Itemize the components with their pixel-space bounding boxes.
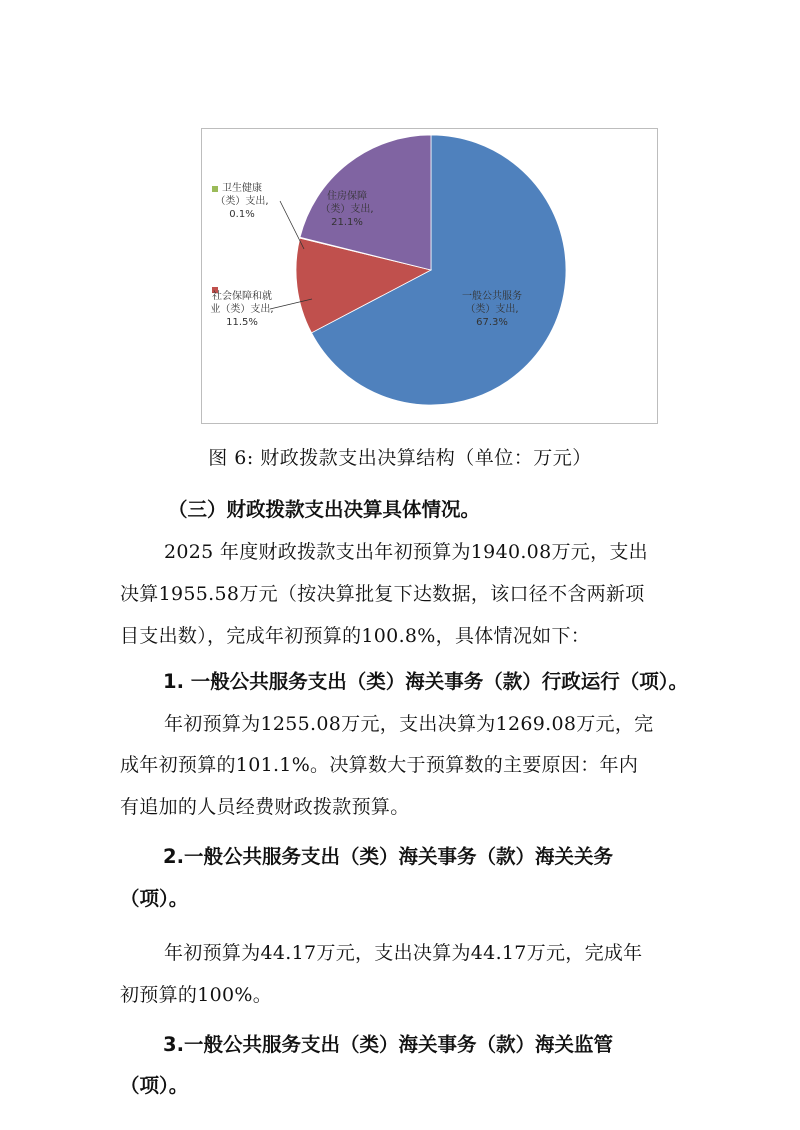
slice-label-2: 卫生健康（类）支出, 0.1% xyxy=(215,183,269,220)
slice-label-3: 住房保障（类）支出, 21.1% xyxy=(320,191,374,228)
pie-chart-svg xyxy=(202,129,659,425)
intro-line-2: 决算1955.58万元（按决算批复下达数据，该口径不含两新项 xyxy=(120,583,645,605)
item2-line-1: 年初预算为44.17万元，支出决算为44.17万元，完成年 xyxy=(164,942,643,964)
item1-line-1: 年初预算为1255.08万元，支出决算为1269.08万元，完 xyxy=(164,713,654,735)
item1-heading: 1. 一般公共服务支出（类）海关事务（款）行政运行（项）。 xyxy=(163,670,689,693)
chart-caption: 图 6: 财政拨款支出决算结构（单位：万元） xyxy=(208,447,592,469)
intro-line-3: 目支出数），完成年初预算的100.8%，具体情况如下： xyxy=(120,625,591,647)
item2-line-2: 初预算的100%。 xyxy=(120,984,273,1006)
intro-line-1: 2025 年度财政拨款支出年初预算为1940.08万元，支出 xyxy=(164,541,648,563)
legend-key-2 xyxy=(212,186,218,192)
slice-label-1: 社会保障和就业（类）支出, 11.5% xyxy=(210,291,274,328)
leader-line-2 xyxy=(280,201,304,249)
item2-heading-line-2: （项）。 xyxy=(120,887,189,910)
item1-line-2: 成年初预算的101.1%。决算数大于预算数的主要原因：年内 xyxy=(120,754,639,776)
pie-chart xyxy=(201,128,658,424)
item2-heading-line-1: 2.一般公共服务支出（类）海关事务（款）海关关务 xyxy=(163,845,613,868)
item3-heading-line-2: （项）。 xyxy=(120,1074,189,1097)
section-heading: （三）财政拨款支出决算具体情况。 xyxy=(168,498,481,521)
item1-line-3: 有追加的人员经费财政拨款预算。 xyxy=(120,796,410,818)
slice-label-0: 一般公共服务（类）支出, 67.3% xyxy=(462,291,522,328)
item3-heading-line-1: 3.一般公共服务支出（类）海关事务（款）海关监管 xyxy=(163,1033,613,1056)
